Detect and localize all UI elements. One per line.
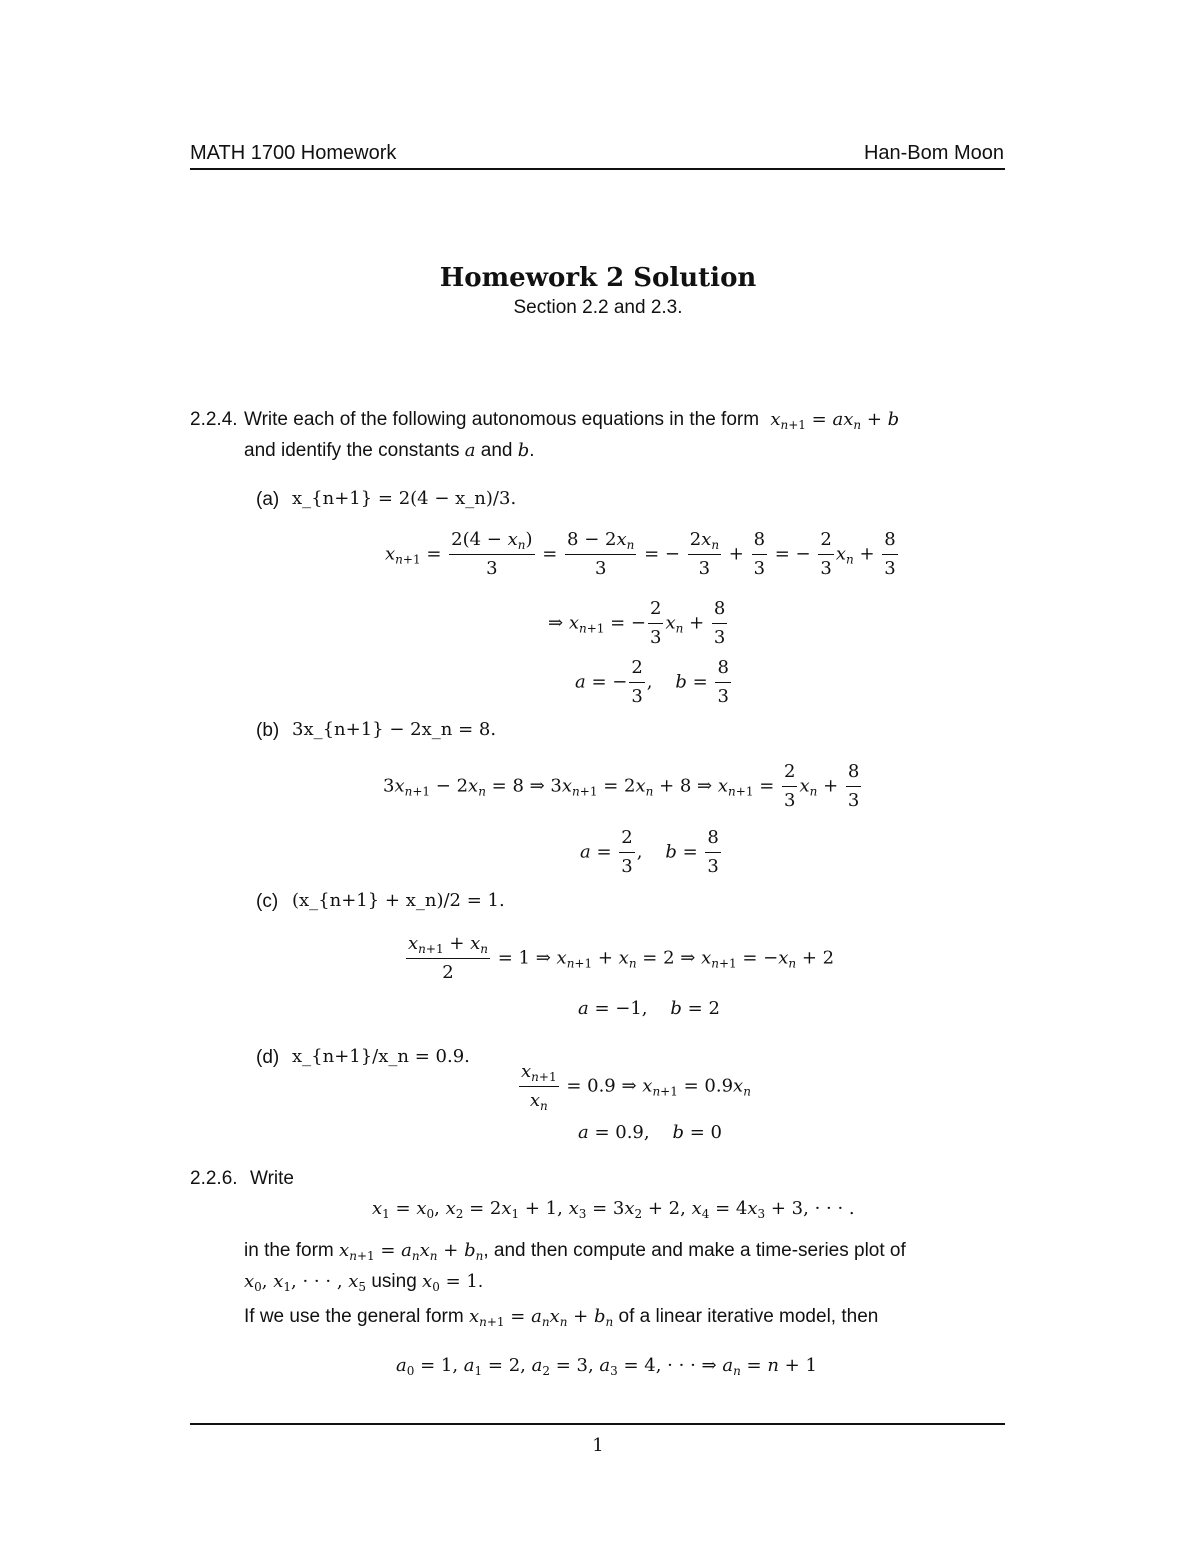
document-subtitle: Section 2.2 and 2.3. [513,297,683,318]
part-c-derivation-line-1: $\frac{x_{n+1} + x_n}{2}$ = 1 ⇒ $x_{n+1} + x_n = 2$ ⇒ $x_{n+1} = -x_n + 2$ [408,933,835,983]
running-header-right: Han-Bom Moon [863,142,1004,164]
problem-2-2-6-an-line: $a_0 = 1$, $a_1 = 2$, $a_2 = 3$, $a_3 = 4$, · · · ⇒ $a_n = n + 1$ [396,1355,817,1378]
problem-2-2-6-sequence: $x_1 = x_0$, $x_2 = 2x_1 + 1$, $x_3 = 3x_2 + 2$, $x_4 = 4x_3 + 3$, · · · . [372,1198,855,1221]
running-header-left: MATH 1700 Homework [190,142,397,164]
problem-2-2-4-prompt-line-2: and identify the constants a and b. [244,440,535,461]
part-d-label: (d) [256,1047,280,1068]
part-a-statement: x_{n+1} = 2(4 − x_n)/3. [292,488,517,509]
problem-2-2-6-number: 2.2.6. [190,1168,238,1189]
part-b-statement: 3x_{n+1} − 2x_n = 8. [292,719,497,740]
problem-2-2-6-solution-intro: If we use the general form $x_{n+1} = a_nx_n + b_n$ of a linear iterative model, then [244,1306,879,1329]
footer-rule [190,1423,1005,1425]
part-d-constants: a = 0.9, b = 0 [578,1122,723,1143]
part-c-label: (c) [256,891,279,912]
problem-2-2-6-write: Write [250,1168,294,1189]
part-b-label: (b) [256,720,280,741]
part-a-constants: a = − $\frac{2}{3}$ , b = $\frac{8}{3}$ [575,657,729,707]
part-a-derivation-line-1: $x_{n+1}$ = $\frac{2(4 - x_n)}{3}$ = $\frac{8 - 2x_n}{3}$ = − $\frac{2x_n}{3}$ + $\frac{8}{3}$ = − $\frac{2}{3}$ $x_n$ + $\frac{8}{3}$ [385,529,896,579]
part-c-constants: a = −1, b = 2 [578,998,720,1019]
problem-2-2-4-number: 2.2.4. [190,409,238,430]
part-d-derivation-line-1: $\frac{x_{n+1}}{x_n}$ = 0.9 ⇒ $x_{n+1} = 0.9x_n$ [521,1061,751,1113]
document-title: Homework 2 Solution [439,263,757,293]
part-b-constants: a = $\frac{2}{3}$ , b = $\frac{8}{3}$ [580,827,719,877]
part-a-derivation-line-2: ⇒ $x_{n+1}$ = − $\frac{2}{3}$ $x_n$ + $\frac{8}{3}$ [548,598,726,648]
problem-2-2-6-prompt-line-1: in the form $x_{n+1} = a_nx_n + b_n$, and then compute and make a time-series plot of [244,1240,906,1263]
part-a-label: (a) [256,489,280,510]
problem-2-2-4-prompt-line-1: Write each of the following autonomous equations in the form $x_{n+1} = ax_n + b$ [244,409,900,432]
page-number: 1 [592,1435,604,1456]
part-c-statement: (x_{n+1} + x_n)/2 = 1. [292,890,505,911]
part-b-derivation-line-1: $3x_{n+1} - 2x_n = 8$ ⇒ $3x_{n+1} = 2x_n + 8$ ⇒ $x_{n+1}$ = $\frac{2}{3}$ $x_n$ + $\frac{8}{3}$ [383,761,860,811]
part-d-statement: x_{n+1}/x_n = 0.9. [292,1046,470,1067]
problem-2-2-6-prompt-line-2: $x_0$, $x_1$, · · · , $x_5$ using $x_0 = 1$. [244,1271,484,1294]
header-rule [190,168,1005,170]
